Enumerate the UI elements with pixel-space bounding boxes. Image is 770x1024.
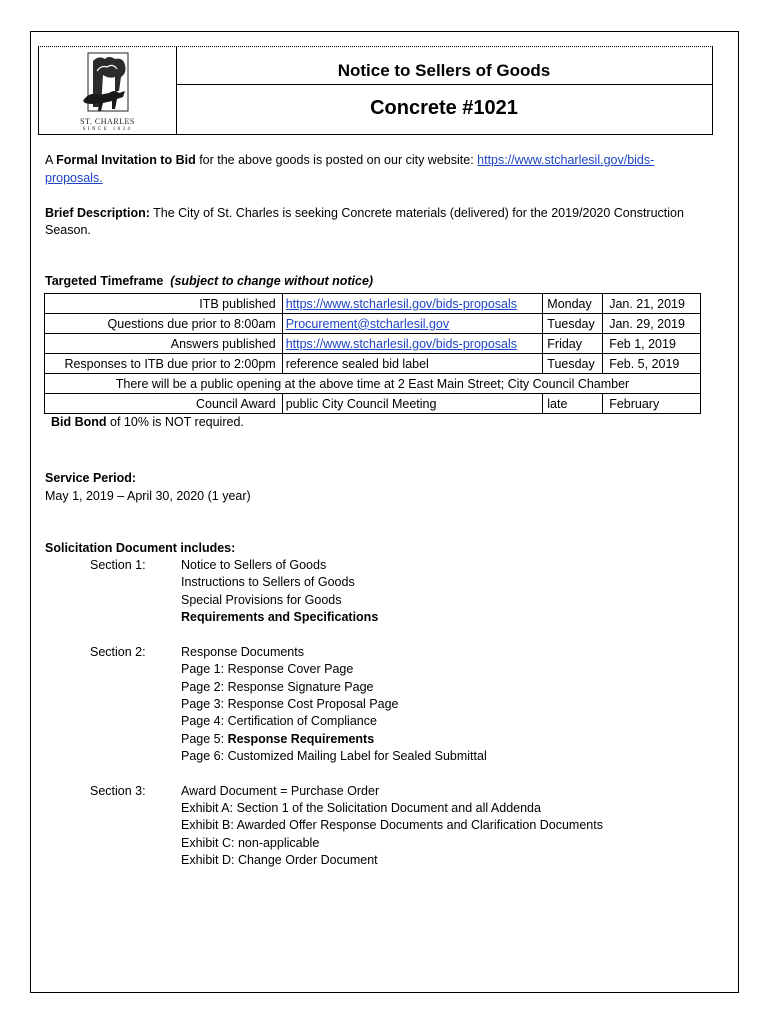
list-item: Page 5: Response Requirements [181,732,375,746]
page-subtitle: Concrete #1021 [370,97,518,119]
intro-bold: Formal Invitation to Bid [56,153,196,167]
logo-city-name: ST. CHARLES [80,117,135,126]
detail-cell: reference sealed bid label [282,354,543,374]
event-cell: Council Award [45,394,283,414]
list-item: Page 4: Certification of Compliance [181,714,377,728]
table-row [45,394,701,414]
day-cell: Tuesday [543,314,603,334]
bids-link[interactable]: https://www.stcharlesil.gov/bids-proposals [282,294,543,314]
list-item: Special Provisions for Goods [181,593,342,607]
date-cell: Jan. 21, 2019 [603,294,701,314]
logo-since-year: SINCE 1834 [82,127,133,132]
brief-label: Brief Description: [45,206,150,220]
event-cell: Questions due prior to 8:00am [45,314,283,334]
day-cell: Friday [543,334,603,354]
city-logo [39,47,177,134]
header-box [38,46,713,135]
timeframe-note: (subject to change without notice) [170,274,374,288]
list-item: Exhibit B: Awarded Offer Response Documents and Clarification Documents [181,818,603,832]
list-item: Notice to Sellers of Goods [181,558,327,572]
list-item: Exhibit D: Change Order Document [181,853,378,867]
day-cell: Tuesday [543,354,603,374]
bid-bond-note: Bid Bond of 10% is NOT required. [51,415,244,429]
page-title: Notice to Sellers of Goods [176,47,712,85]
list-item: Page 2: Response Signature Page [181,680,374,694]
date-cell: Feb 1, 2019 [603,334,701,354]
brief-description: Brief Description: The City of St. Charles is seeking Concrete materials (delivered) for the 2019/2020 Construction [45,206,684,220]
website-link-continued[interactable]: proposals. [45,171,103,185]
brief-description-continued: Season. [45,223,91,237]
timeframe-table [44,293,701,414]
table-row [45,374,701,394]
procurement-email-link[interactable]: Procurement@stcharlesil.gov [282,314,543,334]
list-item: Exhibit C: non-applicable [181,836,320,850]
event-cell: ITB published [45,294,283,314]
date-cell: Jan. 29, 2019 [603,314,701,334]
solicitation-heading: Solicitation Document includes: [45,541,236,555]
date-cell: Feb. 5, 2019 [603,354,701,374]
list-item: Response Documents [181,645,304,659]
section-label: Section 1: [90,558,146,572]
list-item: Instructions to Sellers of Goods [181,575,355,589]
table-row [45,294,701,314]
section-label: Section 2: [90,645,146,659]
bids-link[interactable]: https://www.stcharlesil.gov/bids-proposals [282,334,543,354]
timeframe-heading: Targeted Timeframe (subject to change without notice) [45,274,374,288]
service-period-label: Service Period: [45,471,137,485]
page-frame [30,31,739,993]
table-row [45,354,701,374]
event-cell: Answers published [45,334,283,354]
intro-line: A Formal Invitation to Bid for the above goods is posted on our city website: https://www.stcharlesil.gov/bids- [45,153,655,167]
service-period-value: May 1, 2019 – April 30, 2020 (1 year) [45,489,251,503]
list-item: Page 1: Response Cover Page [181,662,354,676]
list-item: Exhibit A: Section 1 of the Solicitation Document and all Addenda [181,801,541,815]
section-label: Section 3: [90,784,146,798]
table-row [45,314,701,334]
list-item: Award Document = Purchase Order [181,784,380,798]
day-cell: Monday [543,294,603,314]
list-item: Page 3: Response Cost Proposal Page [181,697,399,711]
fox-tree-logo-icon [79,51,135,115]
day-cell: late [543,394,603,414]
public-opening-cell: There will be a public opening at the above time at 2 East Main Street; City Council Chamber [45,374,701,394]
list-item: Page 6: Customized Mailing Label for Sealed Submittal [181,749,487,763]
event-cell: Responses to ITB due prior to 2:00pm [45,354,283,374]
table-row [45,334,701,354]
list-item: Requirements and Specifications [181,610,379,624]
date-cell: February [603,394,701,414]
detail-cell: public City Council Meeting [282,394,543,414]
website-link[interactable]: https://www.stcharlesil.gov/bids- [477,153,655,167]
